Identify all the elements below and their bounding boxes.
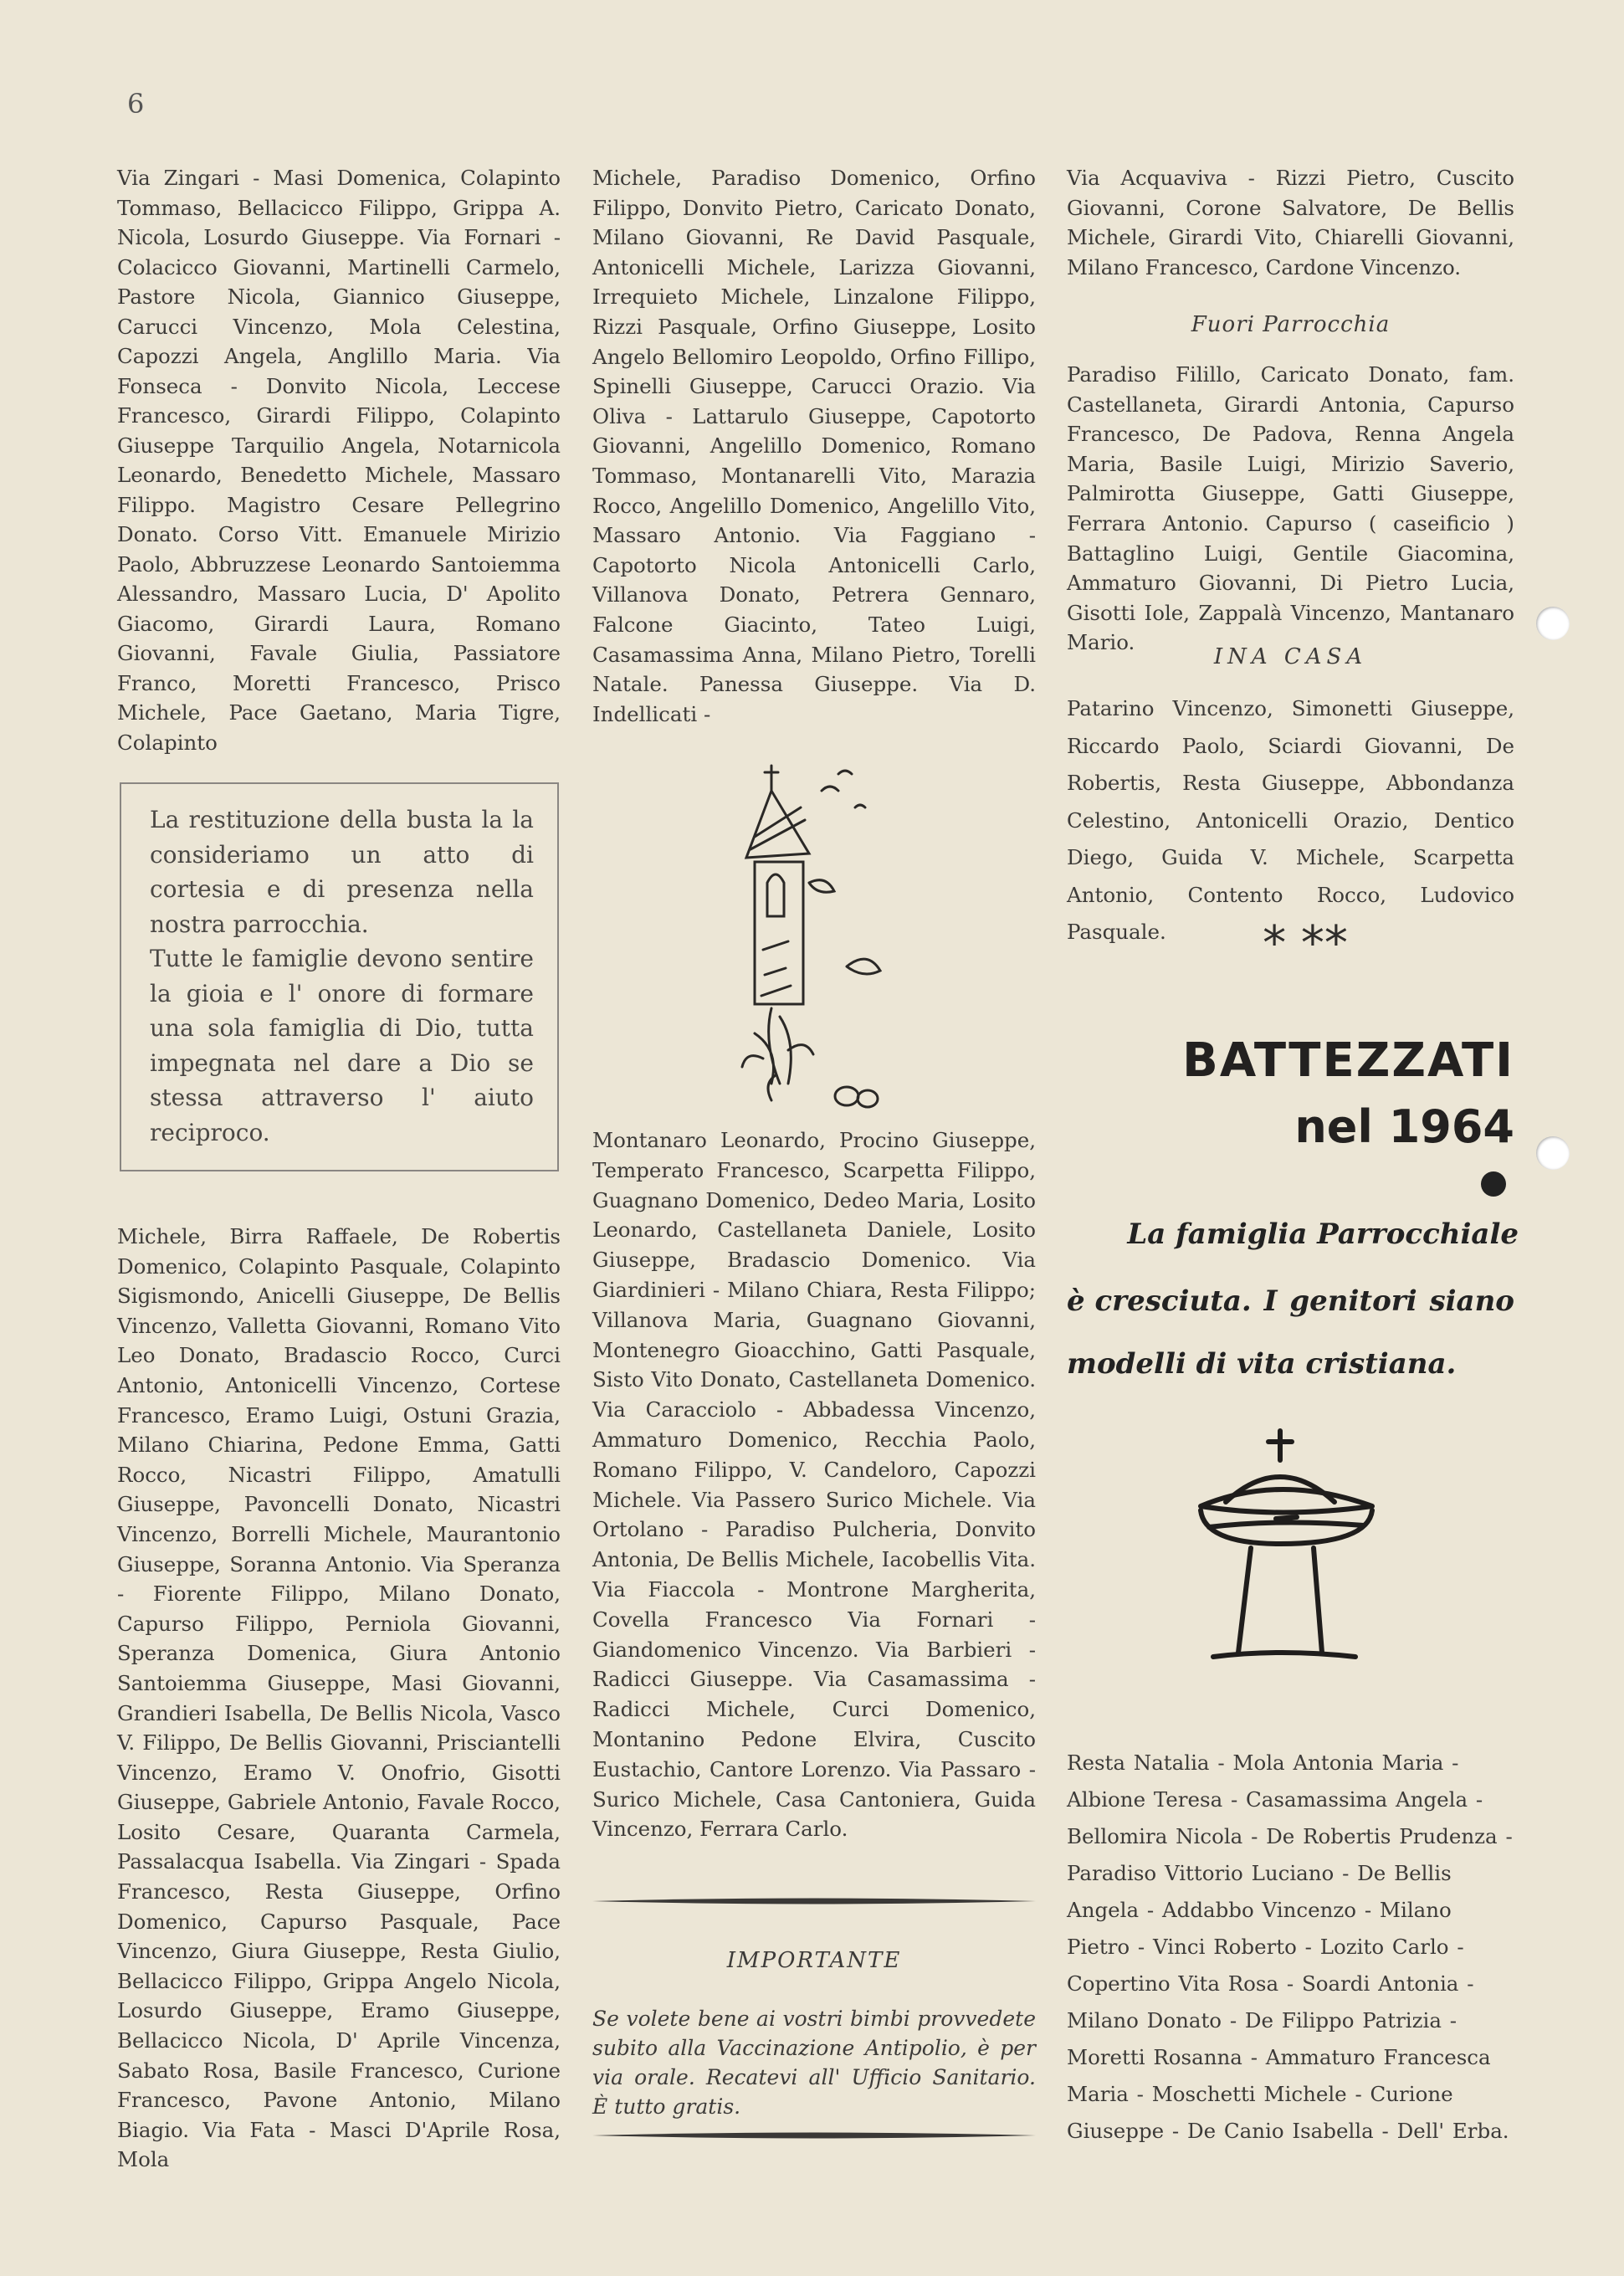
battezzati-headline: BATTEZZATI xyxy=(1182,1033,1514,1088)
ina-casa-section xyxy=(1067,690,1514,951)
asterisk-separator: * ** xyxy=(1263,916,1348,971)
restitution-notice-box xyxy=(120,782,559,1171)
script-word: siano xyxy=(1429,1284,1514,1318)
column-1-top-text xyxy=(117,163,561,757)
script-word: è cresciuta. xyxy=(1067,1284,1252,1318)
decorative-divider xyxy=(592,1895,1036,1907)
column-1-bottom-text xyxy=(117,1222,561,2175)
punch-hole xyxy=(1536,1136,1570,1170)
fuori-parrocchia-title: Fuori Parrocchia xyxy=(1191,312,1391,337)
script-word: genitori xyxy=(1289,1284,1417,1318)
ina-casa-title: INA CASA xyxy=(1213,644,1368,669)
baptismal-font-illustration xyxy=(1188,1427,1389,1678)
bullet-dot xyxy=(1481,1171,1506,1197)
parish-list-text: Michele, Paradiso Domenico, Orfino Filippo, Donvito Pietro, Caricato Donato, Milano Giovanni, Re David Pasquale, Antonicelli Michele, Larizza Giovanni, Irrequieto Michele, Linzalone Filippo, Rizzi Pasquale, Orfino Giuseppe, Losito Angelo Bellomiro Leopoldo, Orfino Fillipo, Spinelli Giuseppe, Carucci Orazio. Via Oliva - Lattarulo Giuseppe, Capotorto Giovanni, Angelillo Domenico, Romano Tommaso, Montanarelli Vito, Marazia Rocco, Angelillo Domenico, Angelillo Vito, Massaro Antonio. Via Faggiano - Capotorto Nicola Antonicelli Carlo, Villanova Donato, Petrera Gennaro, Falcone Giacinto, Tateo Luigi, Casamassima Anna, Milano Pietro, Torelli Natale. Panessa Giuseppe. Via D. Indellicati - xyxy=(592,166,1036,726)
parish-list-text: Paradiso Filillo, Caricato Donato, fam. Castellaneta, Girardi Antonia, Capurso Francesco, De Padova, Renna Angela Maria, Basile Luigi, Mirizio Saverio, Palmirotta Giuseppe, Gatti Giuseppe, Ferrara Antonio. Capurso ( caseificio ) Battaglino Luigi, Gentile Giacomina, Ammaturo Giovanni, Di Pietro Lucia, Gisotti Iole, Zappalà Vincenzo, Mantanaro Mario. xyxy=(1067,362,1514,655)
important-notice-text: Se volete bene ai vostri bimbi provvedete subito alla Vaccinazione Antipolio, è per via orale. Recatevi all' Ufficio Sanitario. È tutto gratis. xyxy=(592,2007,1036,2119)
parish-list-text: Montanaro Leonardo, Procino Giuseppe, Temperato Francesco, Scarpetta Filippo, Guagnano Domenico, Dedeo Maria, Losito Leonardo, Castellaneta Daniele, Losito Giuseppe, Bradascio Domenico. Via Giardinieri - Milano Chiara, Resta Filippo; Villanova Maria, Guagnano Giovanni, Montenegro Gioacchino, Gatti Pasquale, Sisto Vito Donato, Castellaneta Domenico. Via Caracciolo - Abbadessa Vincenzo, Ammaturo Domenico, Recchia Paolo, Romano Filippo, V. Candeloro, Capozzi Michele. Via Passero Surico Michele. Via Ortolano - Paradiso Pulcheria, Donvito Antonia, De Bellis Michele, Iacobellis Vita. Via Fiaccola - Montrone Margherita, Covella Francesco Via Fornari - Giandomenico Vincenzo. Via Barbieri - Radicci Giuseppe. Via Casamassima - Radicci Michele, Curci Domenico, Montanino Pedone Elvira, Cuscito Eustachio, Cantore Lorenzo. Via Passaro - Surico Michele, Casa Cantoniera, Guida Vincenzo, Ferrara Carlo. xyxy=(592,1128,1036,1842)
column-2-bottom-text xyxy=(592,1125,1036,1844)
baptized-names-section xyxy=(1067,1745,1514,2150)
bell-tower-illustration xyxy=(730,757,889,1117)
year-headline: nel 1964 xyxy=(1294,1100,1514,1153)
column-2-top-text xyxy=(592,163,1036,729)
parish-list-text: Via Acquaviva - Rizzi Pietro, Cuscito Giovanni, Corone Salvatore, De Bellis Michele, Girardi Vito, Chiarelli Giovanni, Milano Francesco, Cardone Vincenzo. xyxy=(1067,166,1514,279)
parish-list-text: Michele, Birra Raffaele, De Robertis Domenico, Colapinto Pasquale, Colapinto Sigismondo, Anicelli Giuseppe, De Bellis Vincenzo, Valletta Giovanni, Romano Vito Leo Donato, Bradascio Rocco, Curci Antonio, Antonicelli Vincenzo, Cortese Francesco, Eramo Luigi, Ostuni Grazia, Milano Chiarina, Pedone Emma, Gatti Rocco, Nicastri Filippo, Amatulli Giuseppe, Pavoncelli Donato, Nicastri Vincenzo, Borrelli Michele, Maurantonio Giuseppe, Soranna Antonio. Via Speranza - Fiorente Filippo, Milano Donato, Capurso Filippo, Perniola Giovanni, Speranza Domenica, Giura Antonio Santoiemma Giuseppe, Masi Giovanni, Grandieri Isabella, De Bellis Nicola, Vasco V. Filippo, De Bellis Giovanni, Prisciantelli Vincenzo, Eramo V. Onofrio, Gisotti Giuseppe, Gabriele Antonio, Favale Rocco, Losito Cesare, Quaranta Carmela, Passalacqua Isabella. Via Zingari - Spada Francesco, Resta Giuseppe, Orfino Domenico, Capurso Pasquale, Pace Vincenzo, Giura Giuseppe, Resta Giulio, Bellacicco Filippo, Grippa Angelo Nicola, Losurdo Giuseppe, Eramo Giuseppe, Bellacicco Nicola, D' Aprile Vincenza, Sabato Rosa, Basile Francesco, Curione Francesco, Pavone Antonio, Milano Biagio. Via Fata - Masci D'Aprile Rosa, Mola xyxy=(117,1224,561,2172)
script-word: I xyxy=(1263,1284,1278,1318)
script-line-1: La famiglia Parrocchiale xyxy=(1127,1217,1519,1251)
acquaviva-section xyxy=(1067,163,1514,282)
decorative-divider xyxy=(592,2130,1036,2141)
page-number: 6 xyxy=(127,88,145,120)
important-title: IMPORTANTE xyxy=(726,1948,902,1973)
notice-paragraph-1: La restituzione della busta la la consideriamo un atto di cortesia e di presenza nella nostra parrocchia. xyxy=(150,806,534,938)
punch-hole xyxy=(1536,607,1570,640)
notice-paragraph-2: Tutte le famiglie devono sentire la gioia e l' onore di formare una sola famiglia di Dio, tutta impegnata nel dare a Dio se stessa attraverso l' aiuto reciproco. xyxy=(150,945,534,1146)
script-line-2 xyxy=(1067,1284,1514,1318)
parish-list-text: Via Zingari - Masi Domenica, Colapinto Tommaso, Bellacicco Filippo, Grippa A. Nicola, Losurdo Giuseppe. Via Fornari - Colacicco Giovanni, Martinelli Carmelo, Pastore Nicola, Giannico Giuseppe, Carucci Vincenzo, Mola Celestina, Capozzi Angela, Anglillo Maria. Via Fonseca - Donvito Nicola, Leccese Francesco, Girardi Filippo, Colapinto Giuseppe Tarquilio Angela, Notarnicola Leonardo, Benedetto Michele, Massaro Filippo. Magistro Cesare Pellegrino Donato. Corso Vitt. Emanuele Mirizio Paolo, Abbruzzese Leonardo Santoiemma Alessandro, Massaro Lucia, D' Apolito Giacomo, Girardi Laura, Romano Giovanni, Favale Giulia, Passiatore Franco, Moretti Francesco, Prisco Michele, Pace Gaetano, Maria Tigre, Colapinto xyxy=(117,166,561,755)
parish-list-text: Patarino Vincenzo, Simonetti Giuseppe, Riccardo Paolo, Sciardi Giovanni, De Robertis, Resta Giuseppe, Abbondanza Celestino, Antonicelli Orazio, Dentico Diego, Guida V. Michele, Scarpetta Antonio, Contento Rocco, Ludovico Pasquale. xyxy=(1067,696,1514,944)
baptized-names-list: Resta Natalia - Mola Antonia Maria - Albione Teresa - Casamassima Angela - Bellomira Nicola - De Robertis Prudenza - Paradiso Vittorio Luciano - De Bellis Angela - Addabbo Vincenzo - Milano Pietro - Vinci Roberto - Lozito Carlo - Copertino Vita Rosa - Soardi Antonia - Milano Donato - De Filippo Patrizia - Moretti Rosanna - Ammaturo Francesca Maria - Moschetti Michele - Curione Giuseppe - De Canio Isabella - Dell' Erba. xyxy=(1067,1751,1513,2143)
script-line-3: modelli di vita cristiana. xyxy=(1067,1347,1457,1381)
fuori-parrocchia-section xyxy=(1067,360,1514,658)
